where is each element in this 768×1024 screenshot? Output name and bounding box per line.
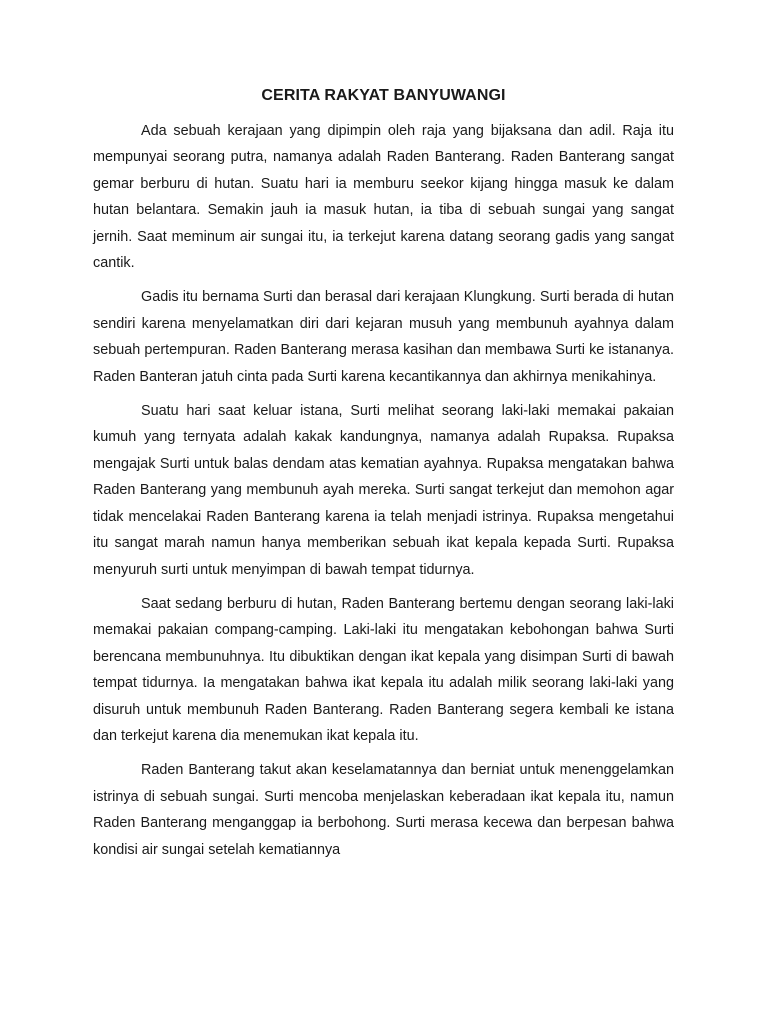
paragraph-3: Suatu hari saat keluar istana, Surti melihat seorang laki-laki memakai pakaian kumuh yang ternyata adalah kakak kandungnya, namanya adalah Rupaksa. Rupaksa mengajak Surti untuk balas dendam atas kematian ayahnya. Rupaksa mengatakan bahwa Raden Banterang yang membunuh ayah mereka. Surti sangat terkejut dan memohon agar tidak mencelakai Raden Banterang karena ia telah menjadi istrinya. Rupaksa mengetahui itu sangat marah namun hanya memberikan sebuah ikat kepala kepada Surti. Rupaksa menyuruh surti untuk menyimpan di bawah tempat tidurnya. [93, 403, 674, 578]
paragraph-4: Saat sedang berburu di hutan, Raden Banterang bertemu dengan seorang laki-laki memakai pakaian compang-camping. Laki-laki itu mengatakan kebohongan bahwa Surti berencana membunuhnya. Itu dibuktikan dengan ikat kepala yang disimpan Surti di bawah tempat tidurnya. Ia mengatakan bahwa ikat kepala itu adalah milik seorang laki-laki yang disuruh untuk membunuh Raden Banterang. Raden Banterang segera kembali ke istana dan terkejut karena dia menemukan ikat kepala itu. [93, 595, 674, 744]
document-page [93, 84, 674, 871]
document-title: CERITA RAKYAT BANYUWANGI [261, 87, 506, 104]
paragraph-2: Gadis itu bernama Surti dan berasal dari kerajaan Klungkung. Surti berada di hutan sendiri karena menyelamatkan diri dari kejaran musuh yang membunuh ayahnya dalam sebuah pertempuran. Raden Banterang merasa kasihan dan membawa Surti ke istananya. Raden Banteran jatuh cinta pada Surti karena kecantikannya dan akhirnya menikahinya. [93, 289, 674, 385]
paragraph-1: Ada sebuah kerajaan yang dipimpin oleh raja yang bijaksana dan adil. Raja itu mempunyai seorang putra, namanya adalah Raden Banterang. Raden Banterang sangat gemar berburu di hutan. Suatu hari ia memburu seekor kijang hingga masuk ke dalam hutan belantara. Semakin jauh ia masuk hutan, ia tiba di sebuah sungai yang sangat jernih. Saat meminum air sungai itu, ia terkejut karena datang seorang gadis yang sangat cantik. [93, 123, 674, 272]
paragraph-5: Raden Banterang takut akan keselamatannya dan berniat untuk menenggelamkan istrinya di sebuah sungai. Surti mencoba menjelaskan keberadaan ikat kepala itu, namun Raden Banterang menganggap ia berbohong. Surti merasa kecewa dan berpesan bahwa kondisi air sungai setelah kematiannya [93, 762, 674, 858]
